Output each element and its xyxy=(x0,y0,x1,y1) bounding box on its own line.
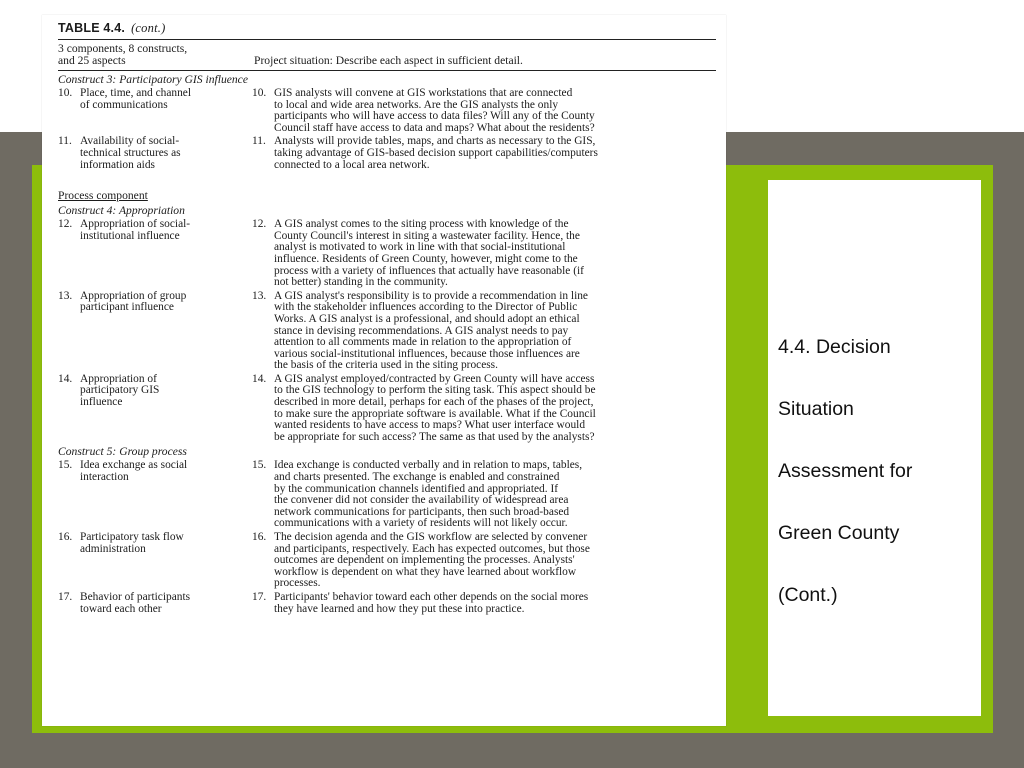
description-line: outcomes are dependent on implementing the processes. Analysts' xyxy=(274,554,575,567)
aspect-line: of communications xyxy=(80,98,168,111)
description-line: described in more detail, perhaps for each of the phases of the project, xyxy=(274,396,594,409)
aspect-name xyxy=(80,532,252,590)
description-line: workflow is dependent on what they have learned about workflow xyxy=(274,565,577,578)
description-line: A GIS analyst's responsibility is to provide a recommendation in line xyxy=(274,289,588,302)
description-line: influence. Residents of Green County, however, might come to the xyxy=(274,252,578,265)
description-number: 17. xyxy=(252,590,267,603)
aspect-name xyxy=(80,219,252,289)
aspect-number: 17. xyxy=(58,590,73,603)
aspect-description xyxy=(274,291,716,372)
header-col1-line2: and 25 aspects xyxy=(58,54,126,67)
description-line: and charts presented. The exchange is enabled and constrained xyxy=(274,471,560,484)
header-bottom-rule xyxy=(58,70,716,71)
description-number: 15. xyxy=(252,459,267,472)
aspect-line: participatory GIS xyxy=(80,384,160,397)
table-title xyxy=(58,21,716,36)
table-row xyxy=(58,136,716,171)
description-line: attention to all comments made in relation to the appropriation of xyxy=(274,336,572,349)
aspect-name xyxy=(80,88,252,134)
aspect-line: administration xyxy=(80,542,146,555)
table-row xyxy=(58,88,716,134)
table-content xyxy=(58,21,716,615)
construct-heading: Construct 3: Participatory GIS influence xyxy=(58,73,248,86)
description-line: with the stakeholder influences according to the Director of Public xyxy=(274,301,578,314)
description-number: 11. xyxy=(252,135,266,148)
aspect-number: 10. xyxy=(58,87,73,99)
aspect-description xyxy=(274,88,716,134)
table-header xyxy=(58,40,716,70)
description-line: Works. A GIS analyst is a professional, and should adopt an ethical xyxy=(274,312,580,325)
table-cont-label: (cont.) xyxy=(131,21,166,35)
description-line: the convener did not consider the availability of widespread area xyxy=(274,494,569,507)
aspect-name xyxy=(80,374,252,444)
description-line: they have learned and how they put these into practice. xyxy=(274,602,525,615)
aspect-line: Place, time, and channel xyxy=(80,87,192,99)
description-line: connected to a local area network. xyxy=(274,158,430,171)
description-line: taking advantage of GIS-based decision support capabilities/computers xyxy=(274,146,598,159)
aspect-line: Appropriation of xyxy=(80,372,157,385)
description-number: 12. xyxy=(252,218,267,231)
description-line: to local and wide area networks. Are the GIS analysts the only xyxy=(274,98,559,111)
slide-title-line: (Cont.) xyxy=(778,584,838,606)
slide-title-line: Situation xyxy=(778,398,854,420)
table-row xyxy=(58,592,716,615)
aspect-line: toward each other xyxy=(80,602,162,615)
slide-title xyxy=(778,316,978,626)
description-line: communications with a variety of residents will not likely occur. xyxy=(274,517,568,530)
aspect-number: 12. xyxy=(58,218,73,231)
description-line: by the communication channels identified and appropriated. If xyxy=(274,482,559,495)
aspect-description xyxy=(274,460,716,530)
aspect-description xyxy=(274,374,716,444)
table-row xyxy=(58,374,716,444)
description-line: to make sure the appropriate software is available. What if the Council xyxy=(274,407,596,420)
description-line: GIS analysts will convene at GIS workstations that are connected xyxy=(274,87,573,99)
aspect-name xyxy=(80,460,252,530)
description-line: various social-institutional influences, because those influences are xyxy=(274,347,580,360)
aspect-name xyxy=(80,291,252,372)
description-line: the basis of the criteria used in the siting process. xyxy=(274,359,498,372)
description-line: not better) standing in the community. xyxy=(274,276,448,289)
table-row xyxy=(58,460,716,530)
description-line: County Council's interest in siting a wastewater facility. Hence, the xyxy=(274,229,580,242)
aspect-description xyxy=(274,219,716,289)
description-line: wanted residents to have access to maps? What user interface would xyxy=(274,419,586,432)
description-line: A GIS analyst comes to the siting process with knowledge of the xyxy=(274,218,569,231)
aspect-line: Participatory task flow xyxy=(80,531,184,543)
description-line: to the GIS technology to perform the siting task. This aspect should be xyxy=(274,384,596,397)
slide-title-line: Assessment for xyxy=(778,460,913,482)
aspect-line: Appropriation of group xyxy=(80,289,187,302)
table-row xyxy=(58,291,716,372)
aspect-name xyxy=(80,592,252,615)
construct-heading: Construct 5: Group process xyxy=(58,445,187,459)
aspect-line: participant influence xyxy=(80,301,174,314)
slide-title-line: Green County xyxy=(778,522,900,544)
header-col1-line1: 3 components, 8 constructs, xyxy=(58,42,188,55)
aspect-line: Availability of social- xyxy=(80,135,180,148)
table-body xyxy=(58,73,716,615)
construct-heading: Construct 4: Appropriation xyxy=(58,204,185,218)
aspect-number: 14. xyxy=(58,372,73,385)
aspect-description xyxy=(274,532,716,590)
description-line: be appropriate for such access? The same as that used by the analysts? xyxy=(274,430,595,443)
slide-title-line: 4.4. Decision xyxy=(778,336,891,358)
aspect-name xyxy=(80,136,252,171)
table-row xyxy=(58,219,716,289)
table-row xyxy=(58,532,716,590)
description-line: stance in devising recommendations. A GIS analyst needs to pay xyxy=(274,324,569,337)
description-line: Analysts will provide tables, maps, and charts as necessary to the GIS, xyxy=(274,135,596,148)
aspect-number: 15. xyxy=(58,459,73,472)
description-line: and participants, respectively. Each has expected outcomes, but those xyxy=(274,542,590,555)
aspect-description xyxy=(274,592,716,615)
component-heading: Process component xyxy=(58,189,148,203)
description-line: analyst is motivated to work in line with that social-institutional xyxy=(274,241,566,254)
description-number: 10. xyxy=(252,87,267,99)
description-line: Idea exchange is conducted verbally and in relation to maps, tables, xyxy=(274,459,583,472)
description-line: network communications for participants, then such broad-based xyxy=(274,505,570,518)
table-number: TABLE 4.4. xyxy=(58,21,126,35)
header-col1 xyxy=(58,43,254,67)
aspect-line: institutional influence xyxy=(80,229,180,242)
aspect-line: technical structures as xyxy=(80,146,181,159)
aspect-number: 13. xyxy=(58,289,73,302)
aspect-line: interaction xyxy=(80,471,129,484)
aspect-line: influence xyxy=(80,396,123,409)
aspect-line: Behavior of participants xyxy=(80,590,191,603)
aspect-line: information aids xyxy=(80,158,155,171)
aspect-line: Appropriation of social- xyxy=(80,218,191,231)
header-col2: Project situation: Describe each aspect in sufficient detail. xyxy=(254,54,523,67)
description-line: process with a variety of influences that actually have reasonable (if xyxy=(274,264,584,277)
aspect-line: Idea exchange as social xyxy=(80,459,188,472)
description-line: The decision agenda and the GIS workflow are selected by convener xyxy=(274,531,588,543)
aspect-number: 16. xyxy=(58,531,73,543)
description-line: A GIS analyst employed/contracted by Green County will have access xyxy=(274,372,595,385)
description-number: 13. xyxy=(252,289,267,302)
description-line: participants who will have access to data files? Will any of the County xyxy=(274,110,595,123)
description-line: Participants' behavior toward each other depends on the social mores xyxy=(274,590,589,603)
description-number: 16. xyxy=(252,531,267,543)
description-line: Council staff have access to data and maps? What about the residents? xyxy=(274,121,595,134)
description-line: processes. xyxy=(274,577,321,590)
description-number: 14. xyxy=(252,372,267,385)
slide-title-box xyxy=(768,180,981,716)
table-image-panel xyxy=(42,15,726,726)
aspect-number: 11. xyxy=(58,135,72,148)
aspect-description xyxy=(274,136,716,171)
